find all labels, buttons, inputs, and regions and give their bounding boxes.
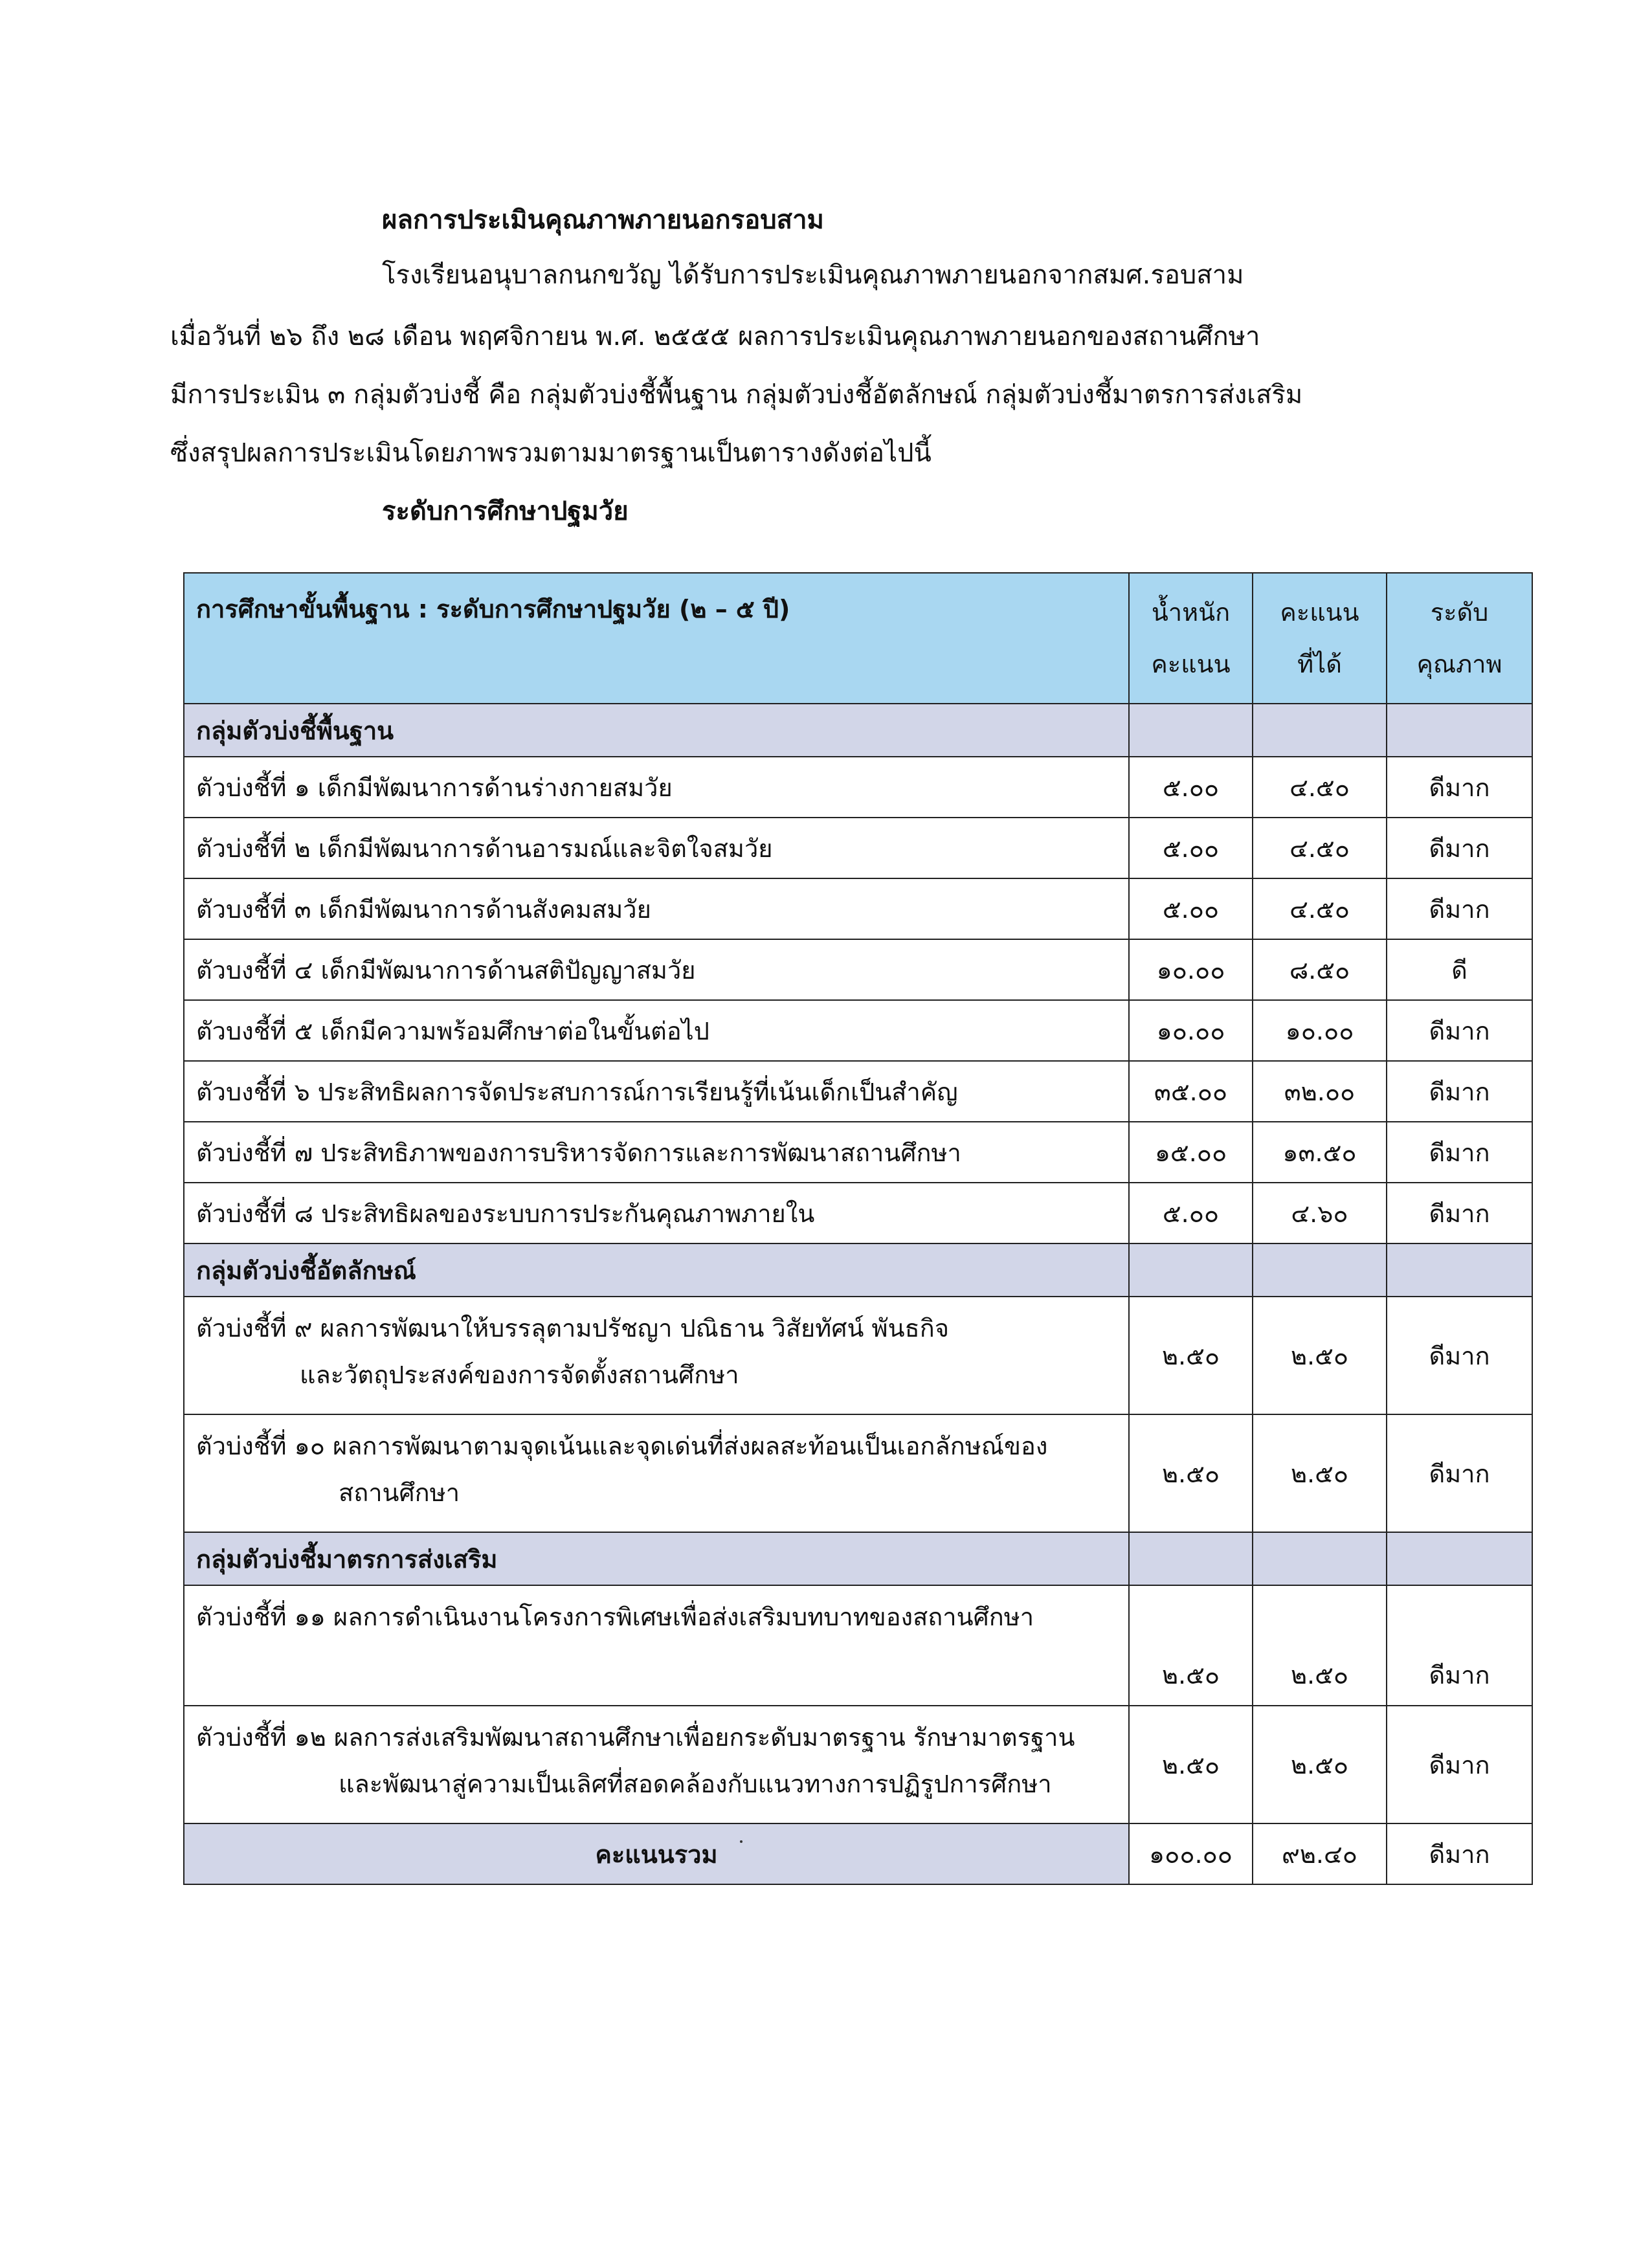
weight-cell: ๒.๕๐: [1129, 1706, 1253, 1823]
level-cell: ดีมาก: [1387, 1414, 1532, 1532]
level-cell: ดีมาก: [1387, 1122, 1532, 1183]
weight-cell: ๕.๐๐: [1129, 878, 1253, 939]
header-score-line: คะแนน: [1280, 598, 1359, 627]
paragraph-line: มีการประเมิน ๓ กลุ่มตัวบ่งชี้ คือ กลุ่มตัวบ่งชี้พื้นฐาน กลุ่มตัวบ่งชี้อัตลักษณ์ กลุ่มตัวบ่งชี้มาตรการส่งเสริม: [170, 380, 1303, 410]
score-cell: ๔.๕๐: [1253, 878, 1387, 939]
weight-cell: ๑๐.๐๐: [1129, 1000, 1253, 1061]
indicator-label-line: สถานศึกษา: [339, 1478, 460, 1507]
score-cell: ๒.๕๐: [1253, 1414, 1387, 1532]
group-label: กลุ่มตัวบ่งชี้มาตรการส่งเสริม: [184, 1532, 1129, 1585]
indicator-label-line: และวัตถุประสงค์ของการจัดตั้งสถานศึกษา: [300, 1361, 739, 1389]
indicator-label-line: ตัวบ่งชี้ที่ ๙ ผลการพัฒนาให้บรรลุตามปรัชญา ปณิธาน วิสัยทัศน์ พันธกิจ: [196, 1314, 950, 1343]
total-score: ๙๒.๔๐: [1253, 1823, 1387, 1884]
empty-cell: [1129, 704, 1253, 757]
indicator-label: ตัวบ่งชี้ที่ ๑ เด็กมีพัฒนาการด้านร่างกายสมวัย: [184, 757, 1129, 818]
total-level: ดีมาก: [1387, 1823, 1532, 1884]
weight-cell: ๒.๕๐: [1129, 1585, 1253, 1706]
level-cell: ดีมาก: [1387, 1061, 1532, 1122]
level-cell: ดีมาก: [1387, 878, 1532, 939]
table-row: [184, 1414, 1532, 1532]
score-cell: ๔.๕๐: [1253, 818, 1387, 878]
group-label: กลุ่มตัวบ่งชี้พื้นฐาน: [184, 704, 1129, 757]
score-cell: ๑๓.๕๐: [1253, 1122, 1387, 1183]
total-label: คะแนนรวม: [184, 1823, 1129, 1884]
header-level: [1387, 573, 1532, 704]
table-row: [184, 1183, 1532, 1243]
table-row: [184, 878, 1532, 939]
table-row: [184, 1297, 1532, 1414]
empty-cell: [1253, 704, 1387, 757]
level-cell: ดีมาก: [1387, 1297, 1532, 1414]
score-cell: ๒.๕๐: [1253, 1297, 1387, 1414]
total-row: [184, 1823, 1532, 1884]
weight-cell: ๒.๕๐: [1129, 1297, 1253, 1414]
paragraph-line: ซึ่งสรุปผลการประเมินโดยภาพรวมตามมาตรฐานเป็นตารางดังต่อไปนี้: [170, 438, 932, 468]
paragraph-line: โรงเรียนอนุบาลกนกขวัญ ได้รับการประเมินคุณภาพภายนอกจากสมศ.รอบสาม: [382, 260, 1244, 290]
header-score-line: ที่ได้: [1297, 650, 1342, 678]
level-cell: ดีมาก: [1387, 818, 1532, 878]
table-row: [184, 818, 1532, 878]
score-cell: ๔.๕๐: [1253, 757, 1387, 818]
table-header-title: การศึกษาขั้นพื้นฐาน : ระดับการศึกษาปฐมวัย (๒ – ๕ ปี): [184, 573, 1129, 704]
group-row-promotion: [184, 1532, 1532, 1585]
indicator-label: [184, 1297, 1129, 1414]
header-weight: [1129, 573, 1253, 704]
table-row: [184, 1585, 1532, 1706]
group-label: กลุ่มตัวบ่งชี้อัตลักษณ์: [184, 1243, 1129, 1297]
table-row: [184, 1000, 1532, 1061]
table-row: [184, 1706, 1532, 1823]
indicator-label-line: ตัวบ่งชี้ที่ ๑๑ ผลการดำเนินงานโครงการพิเศษเพื่อส่งเสริมบทบาทของสถานศึกษา: [196, 1603, 1034, 1631]
table-row: [184, 757, 1532, 818]
total-weight: ๑๐๐.๐๐: [1129, 1823, 1253, 1884]
section-title: ระดับการศึกษาปฐมวัย: [382, 496, 629, 526]
group-row-identity: [184, 1243, 1532, 1297]
score-cell: ๘.๕๐: [1253, 939, 1387, 1000]
empty-cell: [1387, 704, 1532, 757]
header-level-line: ระดับ: [1430, 598, 1489, 627]
weight-cell: ๒.๕๐: [1129, 1414, 1253, 1532]
indicator-label-line: ตัวบ่งชี้ที่ ๑๒ ผลการส่งเสริมพัฒนาสถานศึกษาเพื่อยกระดับมาตรฐาน รักษามาตรฐาน: [196, 1723, 1075, 1752]
indicator-label: ตัวบงชี้ที่ ๓ เด็กมีพัฒนาการด้านสังคมสมวัย: [184, 878, 1129, 939]
indicator-label: ตัวบ่งชี้ที่ ๗ ประสิทธิภาพของการบริหารจัดการและการพัฒนาสถานศึกษา: [184, 1122, 1129, 1183]
level-cell: ดีมาก: [1387, 1183, 1532, 1243]
document-title: ผลการประเมินคุณภาพภายนอกรอบสาม: [382, 205, 824, 235]
paragraph-line: เมื่อวันที่ ๒๖ ถึง ๒๘ เดือน พฤศจิกายน พ.ศ. ๒๕๕๕ ผลการประเมินคุณภาพภายนอกของสถานศึกษา: [170, 322, 1260, 351]
level-cell: ดีมาก: [1387, 1585, 1532, 1706]
group-row-basic: [184, 704, 1532, 757]
empty-cell: [1387, 1532, 1532, 1585]
level-cell: ดีมาก: [1387, 1000, 1532, 1061]
indicator-label: ตัวบ่งชี้ที่ ๘ ประสิทธิผลของระบบการประกันคุณภาพภายใน: [184, 1183, 1129, 1243]
indicator-label-line: ตัวบ่งชี้ที่ ๑๐ ผลการพัฒนาตามจุดเน้นและจุดเด่นที่ส่งผลสะท้อนเป็นเอกลักษณ์ของ: [196, 1432, 1048, 1460]
score-cell: ๑๐.๐๐: [1253, 1000, 1387, 1061]
indicator-label: ตัวบงชี้ที่ ๔ เด็กมีพัฒนาการด้านสติปัญญาสมวัย: [184, 939, 1129, 1000]
header-weight-line: น้ำหนัก: [1151, 598, 1231, 627]
indicator-label: ตัวบ่งชี้ที่ ๒ เด็กมีพัฒนาการด้านอารมณ์และจิตใจสมวัย: [184, 818, 1129, 878]
table-header-row: [184, 573, 1532, 704]
indicator-label: [184, 1706, 1129, 1823]
indicator-label: ตัวบงชี้ที่ ๖ ประสิทธิผลการจัดประสบการณ์การเรียนรู้ที่เน้นเด็กเป็นสำคัญ: [184, 1061, 1129, 1122]
level-cell: ดี: [1387, 939, 1532, 1000]
empty-cell: [1129, 1532, 1253, 1585]
empty-cell: [1253, 1532, 1387, 1585]
table-row: [184, 1122, 1532, 1183]
empty-cell: [1253, 1243, 1387, 1297]
weight-cell: ๕.๐๐: [1129, 757, 1253, 818]
indicator-label-line: และพัฒนาสู่ความเป็นเลิศที่สอดคล้องกับแนวทางการปฏิรูปการศึกษา: [339, 1770, 1052, 1798]
score-cell: ๒.๕๐: [1253, 1585, 1387, 1706]
weight-cell: ๑๕.๐๐: [1129, 1122, 1253, 1183]
level-cell: ดีมาก: [1387, 757, 1532, 818]
score-cell: ๒.๕๐: [1253, 1706, 1387, 1823]
table-row: [184, 939, 1532, 1000]
header-level-line: คุณภาพ: [1416, 650, 1502, 678]
header-score: [1253, 573, 1387, 704]
weight-cell: ๕.๐๐: [1129, 818, 1253, 878]
level-cell: ดีมาก: [1387, 1706, 1532, 1823]
weight-cell: ๕.๐๐: [1129, 1183, 1253, 1243]
empty-cell: [1129, 1243, 1253, 1297]
indicator-label: [184, 1585, 1129, 1706]
empty-cell: [1387, 1243, 1532, 1297]
indicator-label: ตัวบงชี้ที่ ๕ เด็กมีความพร้อมศึกษาต่อในขั้นต่อไป: [184, 1000, 1129, 1061]
indicator-label: [184, 1414, 1129, 1532]
assessment-table: [183, 572, 1533, 1885]
score-cell: ๓๒.๐๐: [1253, 1061, 1387, 1122]
table-row: [184, 1061, 1532, 1122]
weight-cell: ๓๕.๐๐: [1129, 1061, 1253, 1122]
header-weight-line: คะแนน: [1151, 650, 1231, 678]
stray-mark: [740, 1840, 742, 1843]
weight-cell: ๑๐.๐๐: [1129, 939, 1253, 1000]
score-cell: ๔.๖๐: [1253, 1183, 1387, 1243]
